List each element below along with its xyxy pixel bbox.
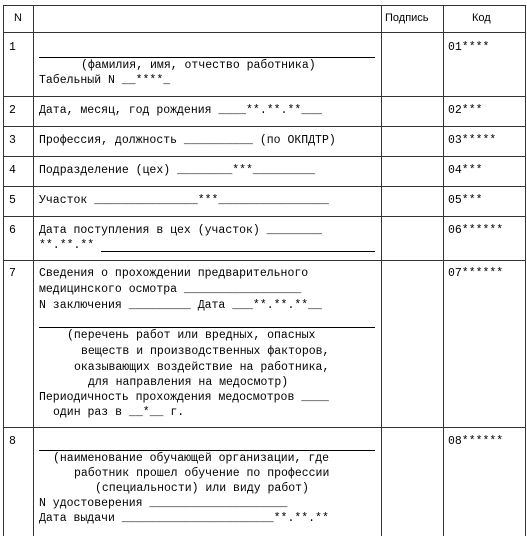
row-text: **.**.** — [39, 239, 95, 252]
table-border-left — [3, 5, 4, 536]
row-number: 2 — [9, 104, 16, 117]
header-signature: Подпись — [385, 12, 429, 24]
row-number: 8 — [9, 435, 16, 448]
row-divider — [3, 156, 526, 157]
column-divider — [381, 5, 382, 536]
row-number: 7 — [9, 267, 16, 280]
row-number: 4 — [9, 164, 16, 177]
row-text: Периодичность прохождения медосмотров ____ — [39, 391, 329, 404]
row-divider — [3, 216, 526, 217]
header-code: Код — [472, 12, 491, 24]
row-text: работник прошел обучение по профессии — [74, 467, 330, 480]
row-number: 3 — [9, 134, 16, 147]
row-text: веществ и производственных факторов, — [81, 345, 330, 358]
row-code: 07****** — [448, 267, 504, 280]
row-text: Сведения о прохождении предварительного — [39, 267, 309, 280]
date-underline — [101, 251, 375, 252]
row-text: Дата выдачи ______________________**.**.** — [39, 512, 329, 525]
row-number: 1 — [9, 41, 16, 54]
row-text: Дата, месяц, год рождения ____**.**.**___ — [39, 104, 322, 117]
row-code: 02*** — [448, 104, 483, 117]
row-divider — [3, 186, 526, 187]
row-divider — [3, 32, 526, 33]
table-border-right — [525, 5, 526, 536]
row-text: оказывающих воздействие на работника, — [74, 361, 330, 374]
row-number: 5 — [9, 194, 16, 207]
row-code: 06****** — [448, 224, 504, 237]
row-text: (фамилия, имя, отчество работника) — [81, 59, 316, 72]
row-divider — [3, 96, 526, 97]
row-text: N заключения _________ Дата ___**.**.**__ — [39, 299, 322, 312]
row-text: (наименование обучающей организации, где — [53, 452, 330, 465]
row-divider — [3, 260, 526, 261]
header-n: N — [14, 12, 22, 24]
row-code: 05*** — [448, 194, 483, 207]
row-code: 08****** — [448, 435, 504, 448]
row-text: для направления на медосмотр) — [88, 376, 289, 389]
row-code: 03***** — [448, 134, 497, 147]
column-divider — [33, 5, 34, 536]
row-text: Табельный N __****_ — [39, 74, 171, 87]
row-number: 6 — [9, 224, 16, 237]
row-code: 01**** — [448, 41, 490, 54]
row-text: N удостоверения ____________________ — [39, 497, 288, 510]
row-text: Участок _______________***________________ — [39, 194, 329, 207]
row-divider — [3, 427, 526, 428]
column-divider — [443, 5, 444, 536]
row-text: Дата поступления в цех (участок) ________ — [39, 224, 322, 237]
row-text: Профессия, должность __________ (по ОКПДТР) — [39, 134, 336, 147]
row-text: один раз в __*__ г. — [53, 406, 185, 419]
row-text: (перечень работ или вредных, опасных — [67, 329, 316, 342]
row-text: Подразделение (цех) ________***_________ — [39, 164, 316, 177]
table-border-top — [3, 5, 526, 6]
row-divider — [3, 126, 526, 127]
row-text: медицинского осмотра _________________ — [39, 283, 302, 296]
row-text: (специальности) или виду работ) — [95, 482, 309, 495]
row-code: 04*** — [448, 164, 483, 177]
